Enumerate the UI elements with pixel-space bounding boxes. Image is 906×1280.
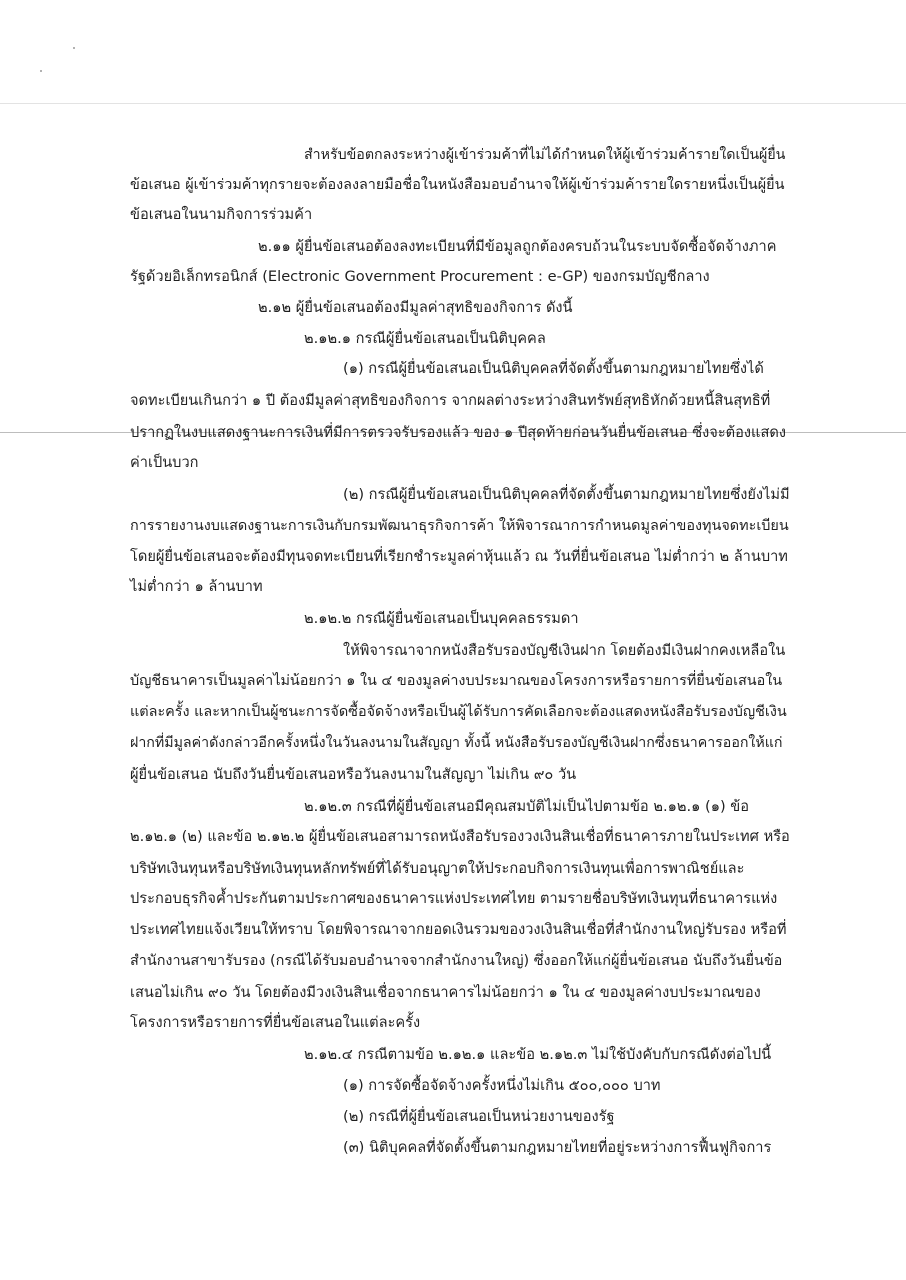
text-line: ไม่ต่ำกว่า ๑ ล้านบาท [130,578,263,595]
text-line: การรายงานงบแสดงฐานะการเงินกับกรมพัฒนาธุรกิจการค้า ให้พิจารณาการกำหนดมูลค่าของทุนจดทะเบียน [130,518,789,534]
text-line: เสนอไม่เกิน ๙๐ วัน โดยต้องมีวงเงินสินเชื่อจากธนาคารไม่น้อยกว่า ๑ ใน ๔ ของมูลค่างบประมาณของ [130,984,761,1001]
text-line: ๒.๑๒.๔ กรณีตามข้อ ๒.๑๒.๑ และข้อ ๒.๑๒.๓ ไม่ใช้บังคับกับกรณีดังต่อไปนี้ [304,1046,772,1063]
scan-edge-line [0,103,906,104]
text-line: สำนักงานสาขารับรอง (กรณีได้รับมอบอำนาจจากสำนักงานใหญ่) ซึ่งออกให้แก่ผู้ยื่นข้อเสนอ นับถึงวันยื่นข้อ [130,953,783,969]
text-line: ๒.๑๒.๑ กรณีผู้ยื่นข้อเสนอเป็นนิติบุคคล [304,330,546,347]
text-line: สำหรับข้อตกลงระหว่างผู้เข้าร่วมค้าที่ไม่ได้กำหนดให้ผู้เข้าร่วมค้ารายใดเป็นผู้ยื่น [304,147,786,163]
text-line: ๒.๑๒.๒ กรณีผู้ยื่นข้อเสนอเป็นบุคคลธรรมดา [304,610,579,627]
text-line: จดทะเบียนเกินกว่า ๑ ปี ต้องมีมูลค่าสุทธิของกิจการ จากผลต่างระหว่างสินทรัพย์สุทธิหักด้วยหนี้สินสุทธิที่ [130,392,771,409]
text-line: (๓) นิติบุคคลที่จัดตั้งขึ้นตามกฎหมายไทยที่อยู่ระหว่างการฟื้นฟูกิจการ [343,1139,772,1156]
text-line: ผู้ยื่นข้อเสนอ นับถึงวันยื่นข้อเสนอหรือวันลงนามในสัญญา ไม่เกิน ๙๐ วัน [130,766,577,783]
scan-speck [73,47,75,49]
text-line: บริษัทเงินทุนหรือบริษัทเงินทุนหลักทรัพย์ที่ได้รับอนุญาตให้ประกอบกิจการเงินทุนเพื่อการพาณิชย์และ [130,860,745,877]
text-line: ค่าเป็นบวก [130,454,199,471]
text-line: (๑) กรณีผู้ยื่นข้อเสนอเป็นนิติบุคคลที่จัดตั้งขึ้นตามกฎหมายไทยซึ่งได้ [343,360,764,377]
text-line: บัญชีธนาคารเป็นมูลค่าไม่น้อยกว่า ๑ ใน ๔ ของมูลค่างบประมาณของโครงการหรือรายการที่ยื่นข้อเสนอใน [130,673,783,689]
scan-speck [40,70,42,72]
text-line: แต่ละครั้ง และหากเป็นผู้ชนะการจัดซื้อจัดจ้างหรือเป็นผู้ได้รับการคัดเลือกจะต้องแสดงหนังสือรับรองบัญชีเงิน [130,704,787,720]
text-line: โครงการหรือรายการที่ยื่นข้อเสนอในแต่ละครั้ง [130,1014,421,1031]
text-line: ข้อเสนอในนามกิจการร่วมค้า [130,206,313,223]
text-line: ๒.๑๒.๑ (๒) และข้อ ๒.๑๒.๒ ผู้ยื่นข้อเสนอสามารถหนังสือรับรองวงเงินสินเชื่อที่ธนาคารภายในประเทศ หรือ [130,828,790,845]
text-line: ๒.๑๒.๓ กรณีที่ผู้ยื่นข้อเสนอมีคุณสมบัติไม่เป็นไปตามข้อ ๒.๑๒.๑ (๑) ข้อ [304,798,750,815]
text-line: ประเทศไทยแจ้งเวียนให้ทราบ โดยพิจารณาจากยอดเงินรวมของวงเงินสินเชื่อที่สำนักงานใหญ่รับรอง หรือที่ [130,921,787,938]
text-line: (๑) การจัดซื้อจัดจ้างครั้งหนึ่งไม่เกิน ๕๐๐,๐๐๐ บาท [343,1077,661,1094]
text-line: (๒) กรณีที่ผู้ยื่นข้อเสนอเป็นหน่วยงานของรัฐ [343,1108,615,1125]
text-line: ปรากฏในงบแสดงฐานะการเงินที่มีการตรวจรับรองแล้ว ของ ๑ ปีสุดท้ายก่อนวันยื่นข้อเสนอ ซึ่งจะต้องแสดง [130,424,786,441]
text-line: ๒.๑๑ ผู้ยื่นข้อเสนอต้องลงทะเบียนที่มีข้อมูลถูกต้องครบถ้วนในระบบจัดซื้อจัดจ้างภาค [258,238,777,255]
text-line: ฝากที่มีมูลค่าดังกล่าวอีกครั้งหนึ่งในวันลงนามในสัญญา ทั้งนี้ หนังสือรับรองบัญชีเงินฝากซึ่งธนาคารออกให้แก่ [130,735,783,751]
text-line: (๒) กรณีผู้ยื่นข้อเสนอเป็นนิติบุคคลที่จัดตั้งขึ้นตามกฎหมายไทยซึ่งยังไม่มี [343,486,790,503]
text-line: โดยผู้ยื่นข้อเสนอจะต้องมีทุนจดทะเบียนที่เรียกชำระมูลค่าหุ้นแล้ว ณ วันที่ยื่นข้อเสนอ ไม่ต่ำกว่า ๒ ล้านบาท [130,548,788,565]
text-line: ให้พิจารณาจากหนังสือรับรองบัญชีเงินฝาก โดยต้องมีเงินฝากคงเหลือใน [343,642,786,659]
text-line: ๒.๑๒ ผู้ยื่นข้อเสนอต้องมีมูลค่าสุทธิของกิจการ ดังนี้ [258,299,573,316]
text-line: รัฐด้วยอิเล็กทรอนิกส์ (Electronic Government Procurement : e-GP) ของกรมบัญชีกลาง [130,268,710,285]
text-line: ข้อเสนอ ผู้เข้าร่วมค้าทุกรายจะต้องลงลายมือชื่อในหนังสือมอบอำนาจให้ผู้เข้าร่วมค้ารายใดรายหนึ่งเป็นผู้ยื่น [130,177,785,193]
text-line: ประกอบธุรกิจค้ำประกันตามประกาศของธนาคารแห่งประเทศไทย ตามรายชื่อบริษัทเงินทุนที่ธนาคารแห่ง [130,890,778,907]
